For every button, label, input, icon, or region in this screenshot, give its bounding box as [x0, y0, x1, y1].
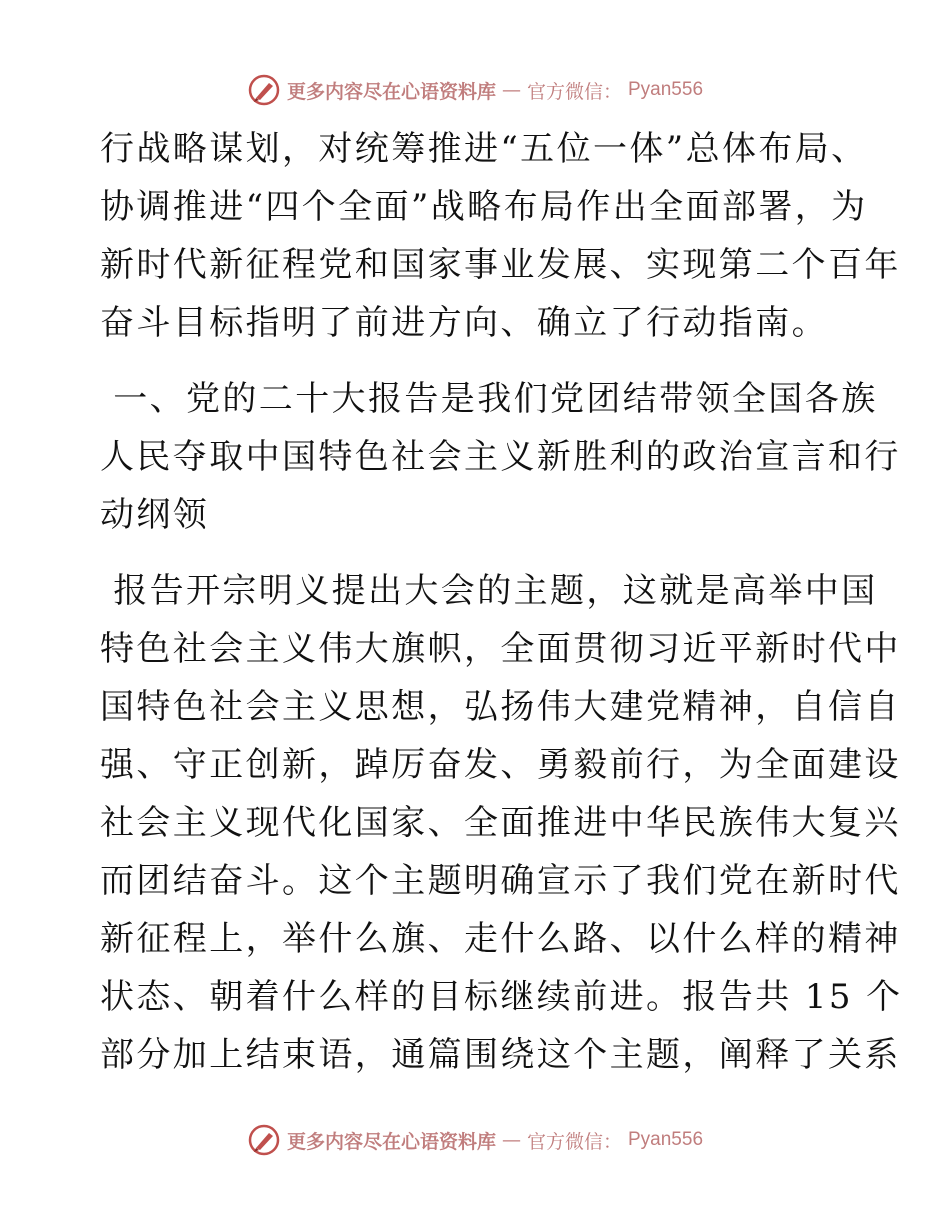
- section-heading-1: [100, 370, 901, 544]
- watermark-wechat-id: Pyan556: [628, 79, 704, 100]
- footer-watermark: [0, 1120, 950, 1160]
- heading-line: 一、党的二十大报告是我们党团结带领全国各族: [100, 379, 878, 419]
- text-line: 强、守正创新，踔厉奋发、勇毅前行，为全面建设: [100, 745, 901, 785]
- header-watermark: [0, 70, 950, 110]
- text-line: 社会主义现代化国家、全面推进中华民族伟大复兴: [100, 803, 901, 843]
- text-line: 状态、朝着什么样的目标继续前进。报告共 15 个: [100, 977, 903, 1017]
- heading-line: 动纲领: [100, 495, 210, 535]
- text-line: 报告开宗明义提出大会的主题，这就是高举中国: [100, 571, 878, 611]
- watermark-dash: —: [501, 79, 521, 101]
- pen-logo-icon: [247, 73, 281, 107]
- watermark-main-text: 更多内容尽在心语资料库: [286, 80, 496, 103]
- text-line: 特色社会主义伟大旗帜，全面贯彻习近平新时代中: [100, 629, 901, 669]
- pen-logo-icon: [247, 1123, 281, 1157]
- text-line: 国特色社会主义思想，弘扬伟大建党精神，自信自: [100, 687, 901, 727]
- watermark-dash: —: [501, 1129, 521, 1151]
- text-line: 奋斗目标指明了前进方向、确立了行动指南。: [100, 303, 828, 343]
- watermark-main-text: 更多内容尽在心语资料库: [286, 1130, 496, 1153]
- heading-line: 人民夺取中国特色社会主义新胜利的政治宣言和行: [100, 437, 901, 477]
- text-line: 部分加上结束语，通篇围绕这个主题，阐释了关系: [100, 1035, 901, 1075]
- text-line: 行战略谋划，对统筹推进“五位一体”总体布局、: [100, 129, 868, 169]
- text-line: 协调推进“四个全面”战略布局作出全面部署，为: [100, 187, 868, 227]
- text-line: 新征程上，举什么旗、走什么路、以什么样的精神: [100, 919, 901, 959]
- paragraph-2: [100, 562, 903, 1084]
- document-body: [100, 120, 903, 1084]
- text-line: 而团结奋斗。这个主题明确宣示了我们党在新时代: [100, 861, 901, 901]
- watermark-official-label: 官方微信：: [526, 1130, 622, 1153]
- text-line: 新时代新征程党和国家事业发展、实现第二个百年: [100, 245, 901, 285]
- watermark-wechat-id: Pyan556: [628, 1129, 704, 1150]
- watermark-official-label: 官方微信：: [526, 80, 622, 103]
- paragraph-1: [100, 120, 901, 352]
